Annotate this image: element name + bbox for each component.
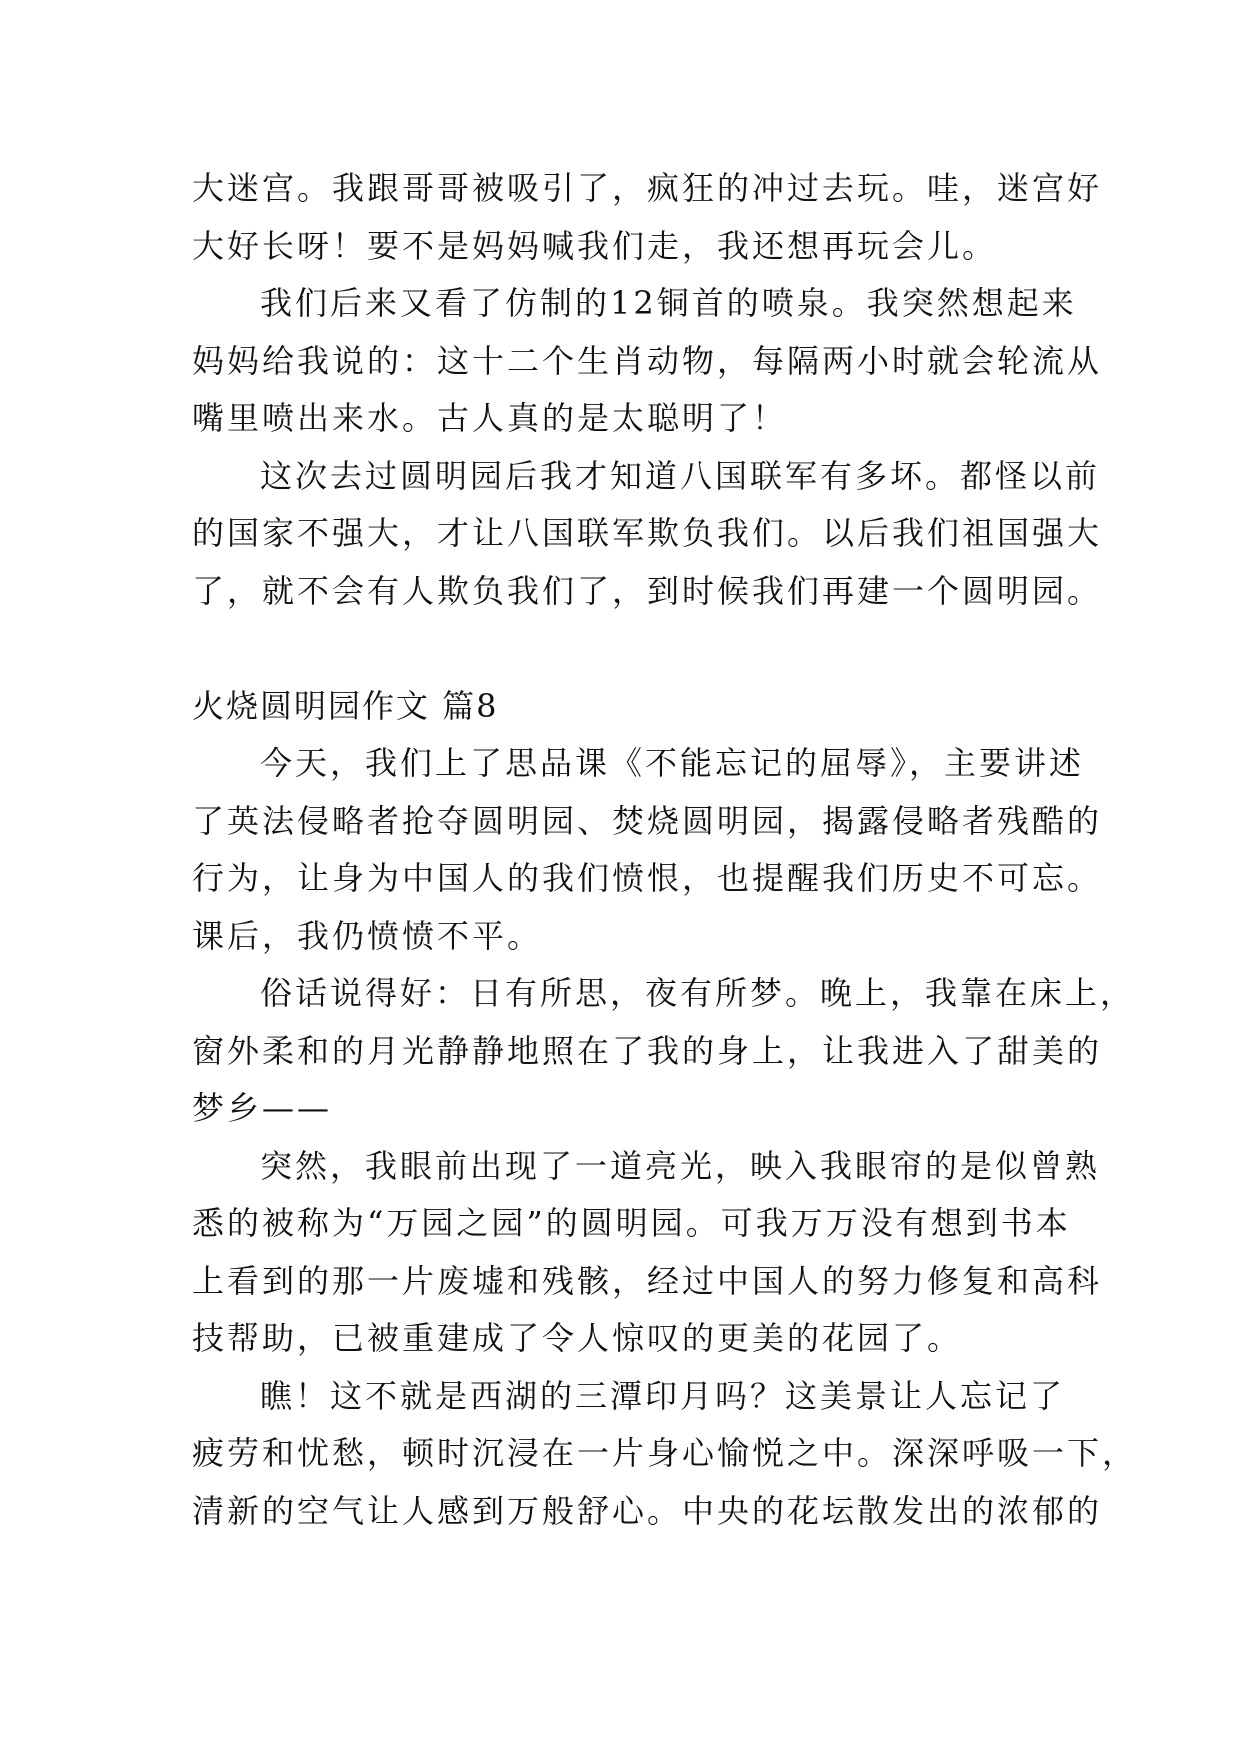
text-line: 清新的空气让人感到万般舒心。中央的花坛散发出的浓郁的 [192, 1491, 1103, 1530]
paragraph [192, 1138, 1103, 1368]
essay-title: 火烧圆明园作文 篇8 [192, 686, 499, 725]
paragraph [192, 735, 1103, 965]
text-line: 悉的被称为“万园之园”的圆明园。可我万万没有想到书本 [192, 1204, 1071, 1242]
text-line: 了英法侵略者抢夺圆明园、焚烧圆明园，揭露侵略者残酷的 [192, 801, 1103, 840]
paragraph [192, 1368, 1138, 1541]
section-gap [192, 620, 1072, 678]
text-line: 课后，我仍愤愤不平。 [192, 916, 543, 955]
text-line: 窗外柔和的月光静静地照在了我的身上，让我进入了甜美的 [192, 1031, 1103, 1070]
essay-text-block [192, 160, 1138, 1540]
text-line: 疲劳和忧愁，顿时沉浸在一片身心愉悦之中。深深呼吸一下， [192, 1434, 1138, 1472]
paragraph [192, 965, 1136, 1138]
paragraph [192, 448, 1103, 621]
text-line: 大好长呀！要不是妈妈喊我们走，我还想再玩会儿。 [192, 226, 998, 265]
text-line: 今天，我们上了思品课《不能忘记的屈辱》，主要讲述 [260, 744, 1085, 782]
text-line: 俗话说得好：日有所思，夜有所梦。晚上，我靠在床上， [260, 974, 1136, 1012]
paragraph [192, 160, 1103, 275]
text-line: 我们后来又看了仿制的12铜首的喷泉。我突然想起来 [260, 284, 1077, 322]
text-line: 嘴里喷出来水。古人真的是太聪明了！ [192, 399, 788, 437]
text-line: 的国家不强大，才让八国联军欺负我们。以后我们祖国强大 [192, 514, 1103, 552]
text-line: 技帮助，已被重建成了令人惊叹的更美的花园了。 [192, 1319, 963, 1357]
text-line: 妈妈给我说的：这十二个生肖动物，每隔两小时就会轮流从 [192, 341, 1103, 380]
text-line: 突然，我眼前出现了一道亮光，映入我眼帘的是似曾熟 [260, 1146, 1101, 1185]
text-line: 行为，让身为中国人的我们愤恨，也提醒我们历史不可忘。 [192, 859, 1103, 897]
text-line: 瞧！这不就是西湖的三潭印月吗？这美景让人忘记了 [260, 1376, 1066, 1415]
text-line: 梦乡—— [192, 1089, 333, 1127]
text-line: 上看到的那一片废墟和残骸，经过中国人的努力修复和高科 [192, 1261, 1103, 1300]
text-line: 了，就不会有人欺负我们了，到时候我们再建一个圆明园。 [192, 571, 1103, 610]
text-line: 这次去过圆明园后我才知道八国联军有多坏。都怪以前 [260, 456, 1101, 495]
paragraph [192, 275, 1103, 448]
text-line: 大迷宫。我跟哥哥被吸引了，疯狂的冲过去玩。哇，迷宫好 [192, 169, 1103, 207]
